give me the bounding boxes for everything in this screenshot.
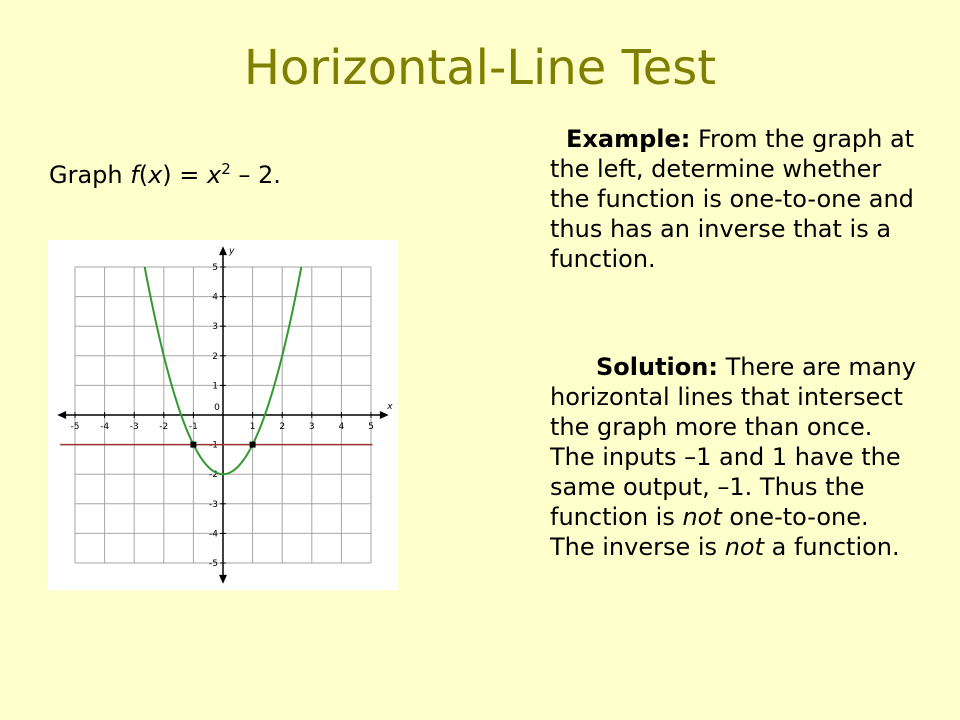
y-axis-arrow-bottom — [219, 575, 227, 584]
y-tick-label: 1 — [212, 381, 218, 392]
x-tick-label: -2 — [159, 422, 169, 432]
x-tick-label: -4 — [100, 422, 110, 432]
example-paragraph — [550, 124, 920, 274]
prompt-tail: – 2. — [230, 161, 281, 189]
solution-paragraph — [550, 352, 920, 562]
y-tick-label: -1 — [209, 440, 218, 451]
x-tick-label: -1 — [188, 422, 198, 432]
solution-text-3: a function. — [764, 533, 900, 561]
x-tick-label: 1 — [249, 422, 256, 432]
graph-panel — [47, 240, 398, 590]
x-tick-label: 4 — [338, 422, 345, 432]
parabola-graph — [47, 240, 398, 590]
y-axis-label: y — [229, 246, 235, 257]
y-tick-label: 5 — [212, 263, 218, 273]
x-axis-label: x — [387, 402, 393, 412]
marked-point — [190, 442, 196, 448]
solution-text-2: one-to-one. The inverse is — [550, 503, 869, 561]
slide-title: Horizontal-Line Test — [243, 40, 717, 96]
prompt-lead: Graph — [49, 161, 131, 189]
x-tick-label: 2 — [279, 422, 286, 432]
y-tick-label: -2 — [209, 470, 218, 481]
solution-text-1: There are many horizontal lines that intersect the graph more than once. The inputs –1 and 1 have the same output, –1. Thus the function is — [550, 353, 916, 531]
prompt-x2: x — [207, 161, 222, 189]
solution-emphasis-2: not — [724, 533, 764, 561]
solution-emphasis-1: not — [682, 503, 722, 531]
x-axis-arrow-left — [57, 411, 66, 419]
x-tick-label: 5 — [368, 422, 374, 432]
y-tick-label: 2 — [212, 351, 218, 362]
y-tick-label: -5 — [209, 559, 218, 569]
prompt-x1: x — [148, 161, 163, 189]
x-tick-label: -5 — [70, 422, 80, 432]
solution-label: Solution: — [596, 353, 718, 381]
prompt-exponent: 2 — [221, 160, 231, 178]
example-text: From the graph at the left, determine whether the function is one-to-one and thus has an inverse that is a function. — [550, 125, 915, 273]
x-tick-label: 3 — [308, 422, 315, 432]
y-axis-arrow — [219, 246, 227, 255]
y-tick-label: 4 — [212, 292, 218, 303]
graph-prompt — [49, 158, 281, 192]
y-tick-label: -4 — [209, 529, 218, 540]
marked-point — [250, 442, 256, 448]
prompt-close: ) = — [162, 161, 208, 189]
prompt-f: f — [130, 161, 139, 189]
y-tick-label: 3 — [212, 322, 218, 333]
y-tick-label: -3 — [209, 499, 218, 510]
example-label: Example: — [566, 125, 691, 153]
prompt-open: ( — [138, 161, 149, 189]
x-axis-arrow — [380, 411, 389, 419]
x-tick-label: -3 — [129, 422, 139, 432]
x-tick-label: 0 — [214, 403, 220, 413]
